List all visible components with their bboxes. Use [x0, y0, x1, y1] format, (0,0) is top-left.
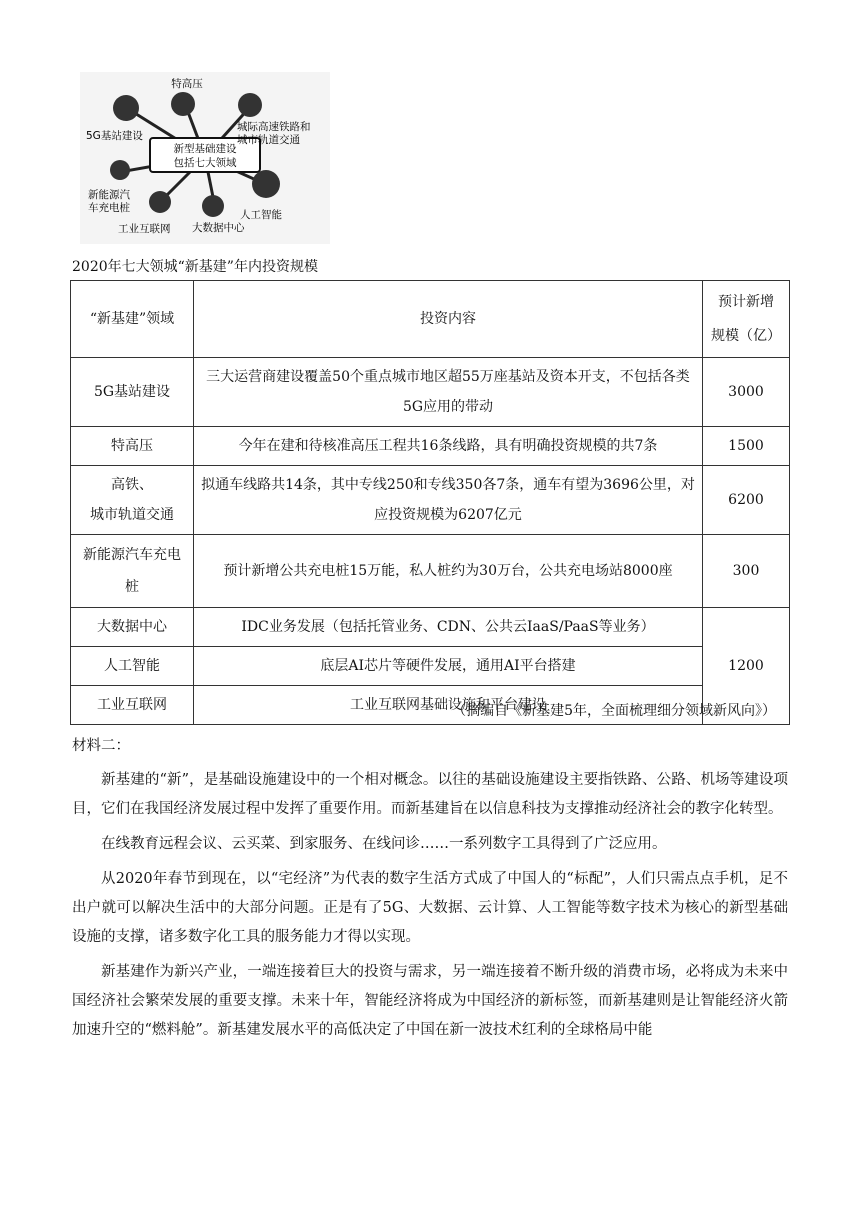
row-content: 工业互联网基础设施和平台建设: [194, 686, 703, 725]
charging-pile-icon: [110, 160, 130, 180]
svg-text:城市轨道交通: 城市轨道交通: [237, 134, 300, 146]
header-value: 预计新增 规模（亿）: [703, 281, 790, 358]
table-row: [71, 647, 790, 686]
svg-text:包括七大领域: 包括七大领域: [173, 157, 237, 169]
row-field: 大数据中心: [71, 608, 194, 647]
row-field: 新能源汽车充电桩: [71, 535, 194, 608]
paragraph: 新基建作为新兴产业，一端连接着巨大的投资与需求，另一端连接着不断升级的消费市场，必将成为未来中国经济社会繁荣发展的重要支撑。未来十年，智能经济将成为中国经济的新标签，而新基建则是让智能经济火箭加速升空的“燃料舱”。新基建发展水平的高低决定了中国在新一波技术红利的全球格局中能: [72, 964, 788, 1038]
row-content: 底层AI芯片等硬件发展，通用AI平台搭建: [194, 647, 703, 686]
investment-table: [70, 280, 790, 725]
diagram-center-label: 新型基础建设: [173, 143, 237, 155]
row-field: 特高压: [71, 427, 194, 466]
row-field: 工业互联网: [71, 686, 194, 725]
row-value: 3000: [703, 358, 790, 427]
diagram-node-industrial: 工业互联网: [118, 223, 171, 235]
ai-icon: [252, 170, 280, 198]
row-content: 今年在建和待核准高压工程共16条线路，具有明确投资规模的共7条: [194, 427, 703, 466]
row-field: 5G基站建设: [71, 358, 194, 427]
source-citation: （摘编自《新基建5年，全面梳理细分领域新风向》）: [452, 703, 776, 719]
new-infrastructure-diagram: [80, 72, 330, 244]
paragraph: 在线教育远程会议、云买菜、到家服务、在线问诊……一系列数字工具得到了广泛应用。: [101, 836, 667, 852]
row-content: IDC业务发展（包括托管业务、CDN、公共云IaaS/PaaS等业务）: [194, 608, 703, 647]
row-value: 1200: [703, 608, 790, 725]
row-content: 预计新增公共充电桩15万能，私人桩约为30万台，公共充电场站8000座: [194, 535, 703, 608]
header-field: “新基建”领域: [71, 281, 194, 358]
header-content: 投资内容: [194, 281, 703, 358]
table-header-row: [71, 281, 790, 358]
row-content: 拟通车线路共14条，其中专线250和专线350各7条，通车有望为3696公里，对应投资规模为6207亿元: [194, 466, 703, 535]
body-text: [72, 766, 788, 1051]
paragraph: 新基建的“新”，是基础设施建设中的一个相对概念。以往的基础设施建设主要指铁路、公路、机场等建设项目，它们在我国经济发展过程中发挥了重要作用。而新基建旨在以信息科技为支撑推动经济社会的教字化转型。: [72, 772, 788, 817]
diagram-node-5g: 5G基站建设: [86, 130, 143, 142]
table-row: [71, 608, 790, 647]
diagram-node-charging: 新能源汽: [88, 189, 130, 201]
uhv-icon: [171, 92, 195, 116]
diagram-node-datacenter: 大数据中心: [192, 222, 245, 234]
datacenter-icon: [202, 195, 224, 217]
row-value: 300: [703, 535, 790, 608]
table-row: [71, 427, 790, 466]
5g-icon: [113, 95, 139, 121]
row-value: 6200: [703, 466, 790, 535]
industrial-internet-icon: [149, 191, 171, 213]
row-value: 1500: [703, 427, 790, 466]
table-row: [71, 358, 790, 427]
row-field: 人工智能: [71, 647, 194, 686]
table-row: [71, 466, 790, 535]
diagram-node-rail: 城际高速铁路和: [237, 121, 311, 133]
svg-text:车充电桩: 车充电桩: [88, 202, 130, 214]
row-field: 高铁、 城市轨道交通: [71, 466, 194, 535]
diagram-node-ai: 人工智能: [240, 209, 282, 221]
railway-icon: [238, 93, 262, 117]
table-row: [71, 535, 790, 608]
material-title: 材料二：: [72, 738, 130, 754]
table-caption: 2020年七大领城“新基建”年内投资规模: [72, 259, 318, 275]
diagram-node-uhv: 特高压: [171, 78, 203, 90]
paragraph: 从2020年春节到现在，以“宅经济”为代表的数字生活方式成了中国人的“标配”，人们只需点点手机，足不出户就可以解决生活中的大部分问题。正是有了5G、大数据、云计算、人工智能等数字技术为核心的新型基础设施的支撑，诸多数字化工具的服务能力才得以实现。: [72, 871, 788, 945]
row-content: 三大运营商建设覆盖50个重点城市地区超55万座基站及资本开支，不包括各类5G应用的带动: [194, 358, 703, 427]
